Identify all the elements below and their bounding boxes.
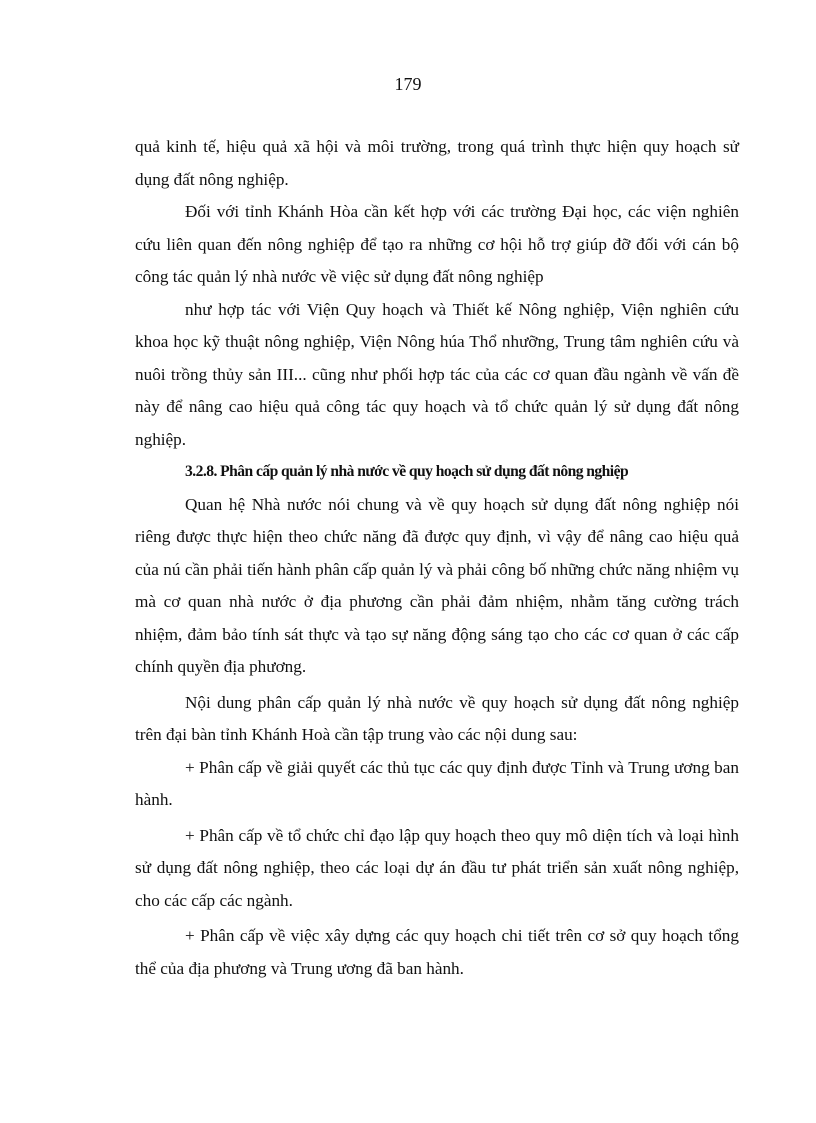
- bullet-detailed-planning: + Phân cấp về việc xây dựng các quy hoạch chi tiết trên cơ sở quy hoạch tổng thể của địa phương và Trung ương đã ban hành.: [135, 926, 739, 978]
- paragraph-continuation: quả kinh tế, hiệu quả xã hội và môi trường, trong quá trình thực hiện quy hoạch sử dụng đất nông nghiệp.: [135, 137, 739, 189]
- paragraph-institutes: như hợp tác với Viện Quy hoạch và Thiết kế Nông nghiệp, Viện nghiên cứu khoa học kỹ thuật nông nghiệp, Viện Nông húa Thổ nhưỡng, Trung tâm nghiên cứu và nuôi trồng thủy sản III... cũng như phối hợp tác của các cơ quan đầu ngành về vấn đề này để nâng cao hiệu quả công tác quy hoạch và tổ chức quản lý sử dụng đất nông nghiệp.: [135, 299, 739, 449]
- paragraph-decentralization-content: Nội dung phân cấp quản lý nhà nước về quy hoạch sử dụng đất nông nghiệp trên đại bàn tỉnh Khánh Hoà cần tập trung vào các nội dung sau:: [135, 692, 739, 744]
- page-number: 179: [394, 74, 422, 94]
- document-body: [135, 131, 739, 985]
- bullet-procedures: + Phân cấp về giải quyết các thủ tục các quy định được Tỉnh và Trung ương ban hành.: [135, 757, 739, 809]
- bullet-planning-direction: + Phân cấp về tổ chức chỉ đạo lập quy hoạch theo quy mô diện tích và loại hình sử dụng đất nông nghiệp, theo các loại dự án đầu tư phát triển sản xuất nông nghiệp, cho các cấp các ngành.: [135, 825, 739, 910]
- section-heading-3-2-8: 3.2.8. Phân cấp quản lý nhà nước về quy hoạch sử dụng đất nông nghiệp: [185, 463, 629, 480]
- paragraph-khanh-hoa-cooperation: Đối với tỉnh Khánh Hòa cần kết hợp với các trường Đại học, các viện nghiên cứu liên quan đến nông nghiệp để tạo ra những cơ hội hỗ trợ giúp đỡ đối với cán bộ công tác quản lý nhà nước về việc sử dụng đất nông nghiệp: [135, 202, 739, 286]
- paragraph-state-relations: Quan hệ Nhà nước nói chung và về quy hoạch sử dụng đất nông nghiệp nói riêng được thực hiện theo chức năng đã được quy định, vì vậy để nâng cao hiệu quả của nú cần phải tiến hành phân cấp quản lý và phải công bố những chức năng nhiệm vụ mà cơ quan nhà nước ở địa phương cần phải đảm nhiệm, nhằm tăng cường trách nhiệm, đảm bảo tính sát thực và tạo sự năng động sáng tạo cho các cơ quan ở các cấp chính quyền địa phương.: [135, 494, 739, 676]
